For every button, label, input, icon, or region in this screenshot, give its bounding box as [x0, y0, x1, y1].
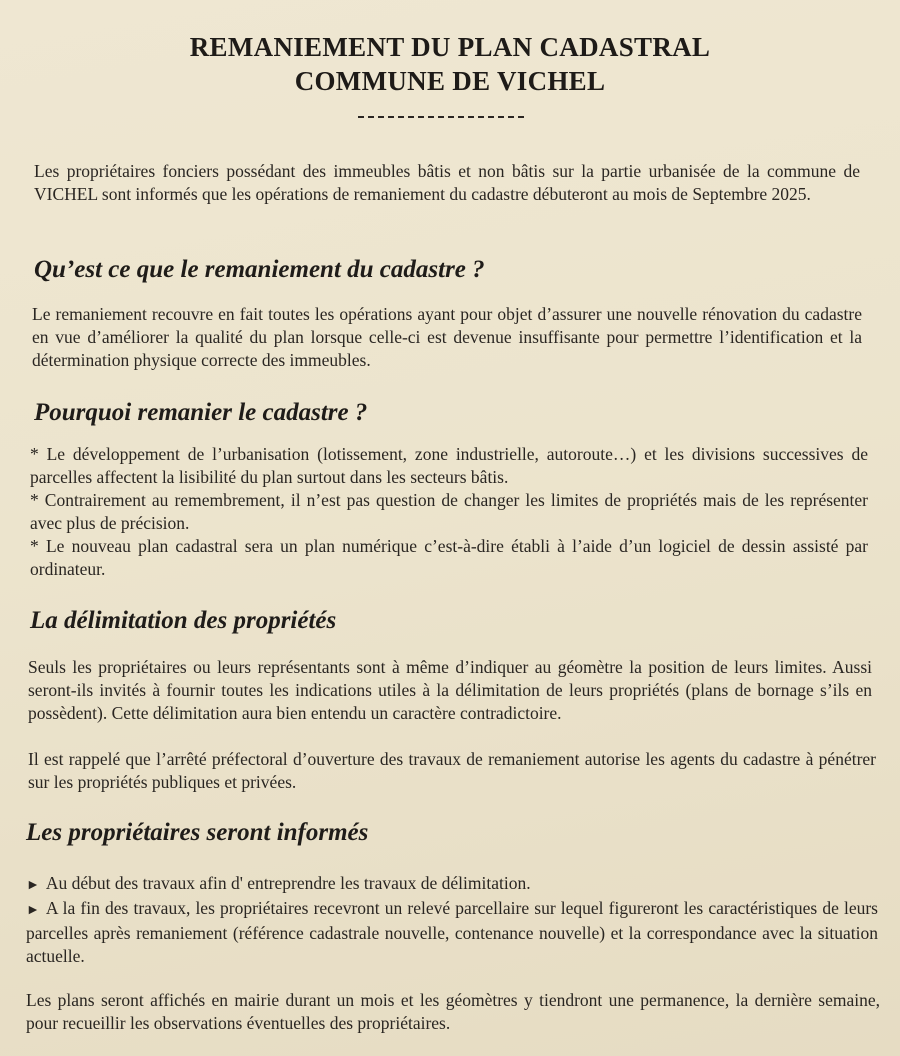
heading-delimitation: La délimitation des propriétés [30, 607, 337, 634]
heading-proprietaires-informes: Les propriétaires seront informés [26, 819, 369, 846]
bullet-item: * Le développement de l’urbanisation (lotissement, zone industrielle, autoroute…) et les divisions successives de parcelles affectent la lisibilité du plan surtout dans les secteurs bâtis. [30, 444, 868, 487]
title-block [0, 30, 900, 98]
arrow-bullet-text: A la fin des travaux, les propriétaires recevront un relevé parcellaire sur lequel figureront les caractéristiques de leurs parcelles après remaniement (référence cadastrale nouvelle, contenance nouvelle) et la correspondance avec la situation actuelle. [26, 898, 878, 966]
section4-bullet-list [26, 872, 878, 968]
triangle-bullet-icon: ► [26, 903, 40, 918]
heading-what-is-remaniement: Qu’est ce que le remaniement du cadastre ? [34, 256, 485, 283]
bullet-item: * Le nouveau plan cadastral sera un plan numérique c’est-à-dire établi à l’aide d’un logiciel de dessin assisté par ordinateur. [30, 536, 868, 579]
arrow-bullet-item [26, 872, 878, 897]
section2-bullet-list [30, 443, 868, 581]
section3-paragraph-2: Il est rappelé que l’arrêté préfectoral d’ouverture des travaux de remaniement autorise les agents du cadastre à pénétrer sur les propriétés publiques et privées. [28, 749, 876, 792]
title-line-2: COMMUNE DE VICHEL [294, 66, 606, 96]
heading-why-remanier: Pourquoi remanier le cadastre ? [34, 399, 368, 426]
arrow-bullet-item [26, 897, 878, 968]
section3-paragraph-1: Seuls les propriétaires ou leurs représentants sont à même d’indiquer au géomètre la position de leurs limites. Aussi seront-ils invités à fournir toutes les indications utiles à la délimitation de leurs propriétés (plans de bornage s’ils en possèdent). Cette délimitation aura bien entendu un caractère contradictoire. [28, 657, 872, 723]
section1-paragraph: Le remaniement recouvre en fait toutes les opérations ayant pour objet d’assurer une nouvelle rénovation du cadastre en vue d’améliorer la qualité du plan lorsque celle-ci est devenue insuffisante pour permettre l’identification et la détermination physique correcte des immeubles. [32, 304, 862, 370]
triangle-bullet-icon: ► [26, 878, 40, 893]
title-line-1: REMANIEMENT DU PLAN CADASTRAL [189, 32, 711, 62]
closing-paragraph: Les plans seront affichés en mairie durant un mois et les géomètres y tiendront une permanence, la dernière semaine, pour recueillir les observations éventuelles des propriétaires. [26, 990, 880, 1033]
arrow-bullet-text: Au début des travaux afin d' entreprendre les travaux de délimitation. [45, 873, 531, 893]
bullet-item: * Contrairement au remembrement, il n’est pas question de changer les limites de propriétés mais de les représenter avec plus de précision. [30, 490, 868, 533]
title-divider [358, 116, 524, 118]
intro-paragraph: Les propriétaires fonciers possédant des immeubles bâtis et non bâtis sur la partie urbanisée de la commune de VICHEL sont informés que les opérations de remaniement du cadastre débuteront au mois de Septembre 2025. [34, 161, 860, 204]
